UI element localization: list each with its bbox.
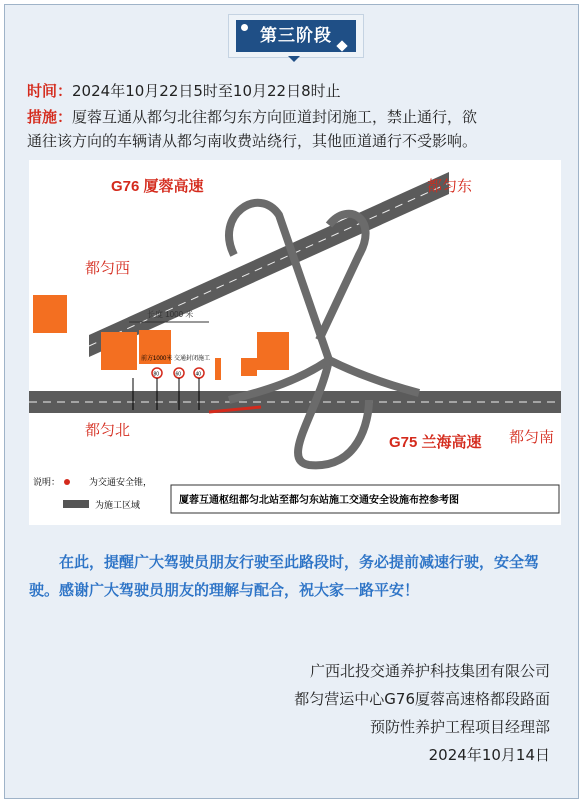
measure-text-1: 厦蓉互通从都匀北往都匀东方向匝道封闭施工，禁止通行，欲 bbox=[72, 108, 478, 126]
notice-line-2: 全驾驶。感谢广大驾驶员朋友的理解与配合，祝大家一路平安！ bbox=[29, 553, 540, 599]
time-line bbox=[27, 79, 341, 103]
measure-line-2: 通往该方向的车辆请从都匀南收费站绕行，其他匝道通行不受影响。 bbox=[27, 132, 478, 150]
document-frame bbox=[4, 4, 579, 799]
right-warning-sign bbox=[257, 332, 289, 370]
legend-zone-icon bbox=[63, 500, 89, 508]
duyun-north-label: 都匀北 bbox=[85, 422, 131, 439]
left-warning-sign bbox=[33, 295, 67, 333]
construction-map bbox=[29, 160, 561, 525]
measure-line-1 bbox=[27, 105, 477, 129]
time-text: 2024年10月22日5时至10月22日8时止 bbox=[72, 82, 341, 100]
speed-limit-60-text: 60 bbox=[175, 371, 182, 378]
duyun-west-label: 都匀西 bbox=[85, 260, 131, 277]
legend-cone-text: 为交通安全锥， bbox=[89, 477, 153, 487]
legend-prefix: 说明： bbox=[33, 477, 61, 487]
stage-title: 第三阶段 bbox=[236, 20, 356, 52]
arrow-board bbox=[215, 358, 221, 380]
stage-header bbox=[228, 14, 364, 62]
advance-warning-sign bbox=[101, 332, 137, 370]
signature-org-1: 广西北投交通养护科技集团有限公司 bbox=[309, 662, 550, 680]
map-svg bbox=[29, 160, 561, 525]
signature-org-2: 都匀营运中心G76厦蓉高速格都段路面 bbox=[294, 690, 550, 708]
legend-zone-text: 为施工区域 bbox=[95, 500, 141, 510]
length-label: 长度 1000 米 bbox=[147, 310, 194, 319]
tag-tail-decoration bbox=[288, 56, 300, 62]
small-work-sign bbox=[241, 358, 257, 376]
safety-notice bbox=[29, 548, 567, 604]
duyun-east-label: 都匀东 bbox=[427, 178, 473, 195]
time-label: 时间： bbox=[27, 82, 73, 100]
signature-date: 2024年10月14日 bbox=[428, 746, 550, 764]
g75-label: G75 兰海高速 bbox=[389, 434, 482, 451]
g76-label: G76 厦蓉高速 bbox=[111, 178, 204, 195]
notice-line-1: 在此，提醒广大驾驶员朋友行驶至此路段时，务必提前减速行驶，安 bbox=[59, 553, 510, 571]
speed-limit-80-text: 80 bbox=[153, 371, 160, 378]
measure-label: 措施： bbox=[27, 108, 73, 126]
signature-org-3: 预防性养护工程项目经理部 bbox=[369, 718, 550, 736]
tag-dot-decoration bbox=[241, 24, 248, 31]
map-caption: 厦蓉互通枢纽都匀北站至都匀东站施工交通安全设施布控参考图 bbox=[179, 495, 459, 506]
speed-limit-40-text: 40 bbox=[195, 371, 202, 378]
legend-cone-icon bbox=[64, 479, 70, 485]
ramp-east-merge bbox=[329, 360, 419, 393]
work-sign-text: 前方1000米 交通封闭施工 bbox=[141, 356, 211, 362]
duyun-south-label: 都匀南 bbox=[509, 429, 555, 446]
